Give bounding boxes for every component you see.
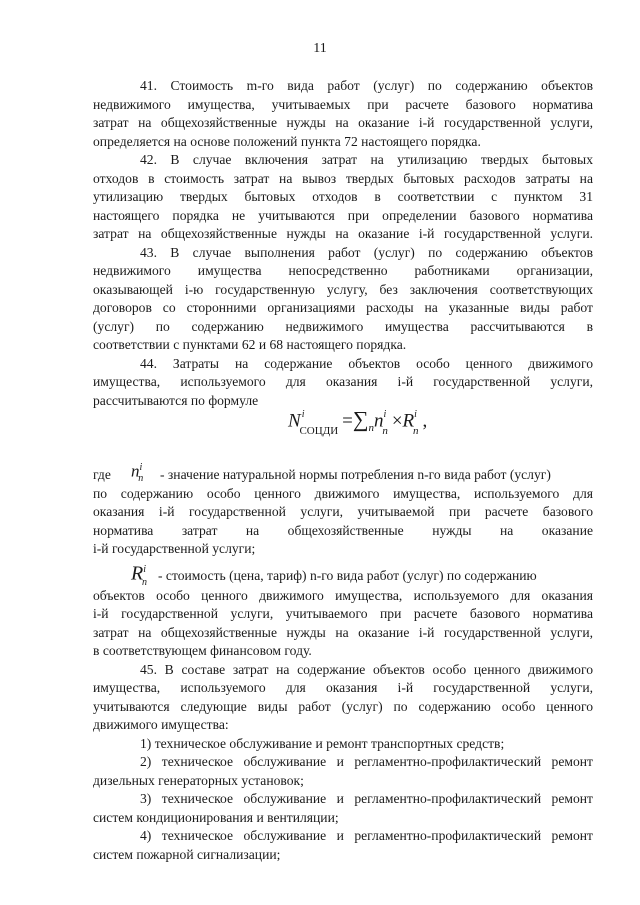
formula: $N^i_{СОЦДИ} =\sum_nn^i_n \times R^i_n$ ,: [288, 406, 428, 438]
text-line: определяется на основе положений пункта 72 настоящего порядка.: [93, 134, 481, 149]
text-line: затрат на общехозяйственные нужды на оказание i-й государственной услуги,: [93, 115, 593, 130]
text-line: недвижимого имущества непосредственно работниками организации,: [93, 263, 593, 278]
text-line: систем кондиционирования и вентиляции;: [93, 810, 339, 825]
text-line: 42. В случае включения затрат на утилизацию твердых бытовых: [140, 152, 593, 167]
text-line: 43. В случае выполнения работ (услуг) по содержанию объектов: [140, 245, 593, 260]
text-line: - стоимость (цена, тариф) n-го вида работ (услуг) по содержанию: [158, 568, 537, 583]
text-line: 41. Стоимость m-го вида работ (услуг) по содержанию объектов: [140, 78, 593, 93]
symbol-n: $n^i_n$: [131, 461, 144, 485]
text-line: оказывающей i-ю государственную услугу, без заключения соответствующих: [93, 282, 593, 297]
text-line: 4) техническое обслуживание и регламентно-профилактический ремонт: [140, 828, 593, 843]
text-line: оказания i-й государственной услуги, учитываемой при расчете базового: [93, 504, 593, 519]
text-line: учитываются следующие виды работ (услуг) по содержанию особо ценного: [93, 699, 593, 714]
text-line: соответствии с пунктами 62 и 68 настоящего порядка.: [93, 337, 407, 352]
text-line: в соответствующем финансовом году.: [93, 643, 312, 658]
text-line: дизельных генераторных установок;: [93, 773, 304, 788]
text-line: рассчитываются по формуле: [93, 393, 259, 408]
text-line: недвижимого имущества, учитываемых при расчете базового норматива: [93, 97, 593, 112]
text-line: 44. Затраты на содержание объектов особо ценного движимого: [140, 356, 593, 371]
text-line: настоящего порядка не учитываются при определении базового норматива: [93, 208, 593, 223]
text-line: договоров со сторонними организациями расходы на указанные виды работ: [93, 300, 593, 315]
text-line: норматива затрат на общехозяйственные нужды на оказание: [93, 523, 593, 538]
text-line: отходов в стоимость затрат на вывоз твердых бытовых расходов затраты на: [93, 171, 593, 186]
text-line: 2) техническое обслуживание и регламентно-профилактический ремонт: [140, 754, 593, 769]
page-number: 11: [313, 41, 327, 56]
text-line: движимого имущества:: [93, 717, 229, 732]
text-line: - значение натуральной нормы потребления n-го вида работ (услуг): [160, 467, 551, 482]
text-line: затрат на общехозяйственные нужды на оказание i-й государственной услуги.: [93, 226, 593, 241]
text-line: объектов особо ценного движимого имущества, используемого для оказания: [93, 588, 593, 603]
text-line: имущества, используемого для оказания i-й государственной услуги,: [93, 374, 593, 389]
text-line: i-й государственной услуги, учитываемого при расчете базового норматива: [93, 606, 593, 621]
where-label: где: [93, 467, 111, 482]
text-line: затрат на общехозяйственные нужды на оказание i-й государственной услуги,: [93, 625, 593, 640]
text-line: систем пожарной сигнализации;: [93, 847, 281, 862]
text-line: 45. В составе затрат на содержание объектов особо ценного движимого: [140, 662, 593, 677]
text-line: (услуг) по содержанию недвижимого имущества рассчитываются в: [93, 319, 593, 334]
text-line: утилизацию твердых бытовых отходов в соответствии с пунктом 31: [93, 189, 593, 204]
text-line: по содержанию особо ценного движимого имущества, используемого для: [93, 486, 593, 501]
text-line: имущества, используемого для оказания i-й государственной услуги,: [93, 680, 593, 695]
symbol-r: $R^i_n$: [131, 562, 147, 588]
text-line: 1) техническое обслуживание и ремонт транспортных средств;: [140, 736, 505, 751]
text-line: 3) техническое обслуживание и регламентно-профилактический ремонт: [140, 791, 593, 806]
text-line: i-й государственной услуги;: [93, 541, 256, 556]
